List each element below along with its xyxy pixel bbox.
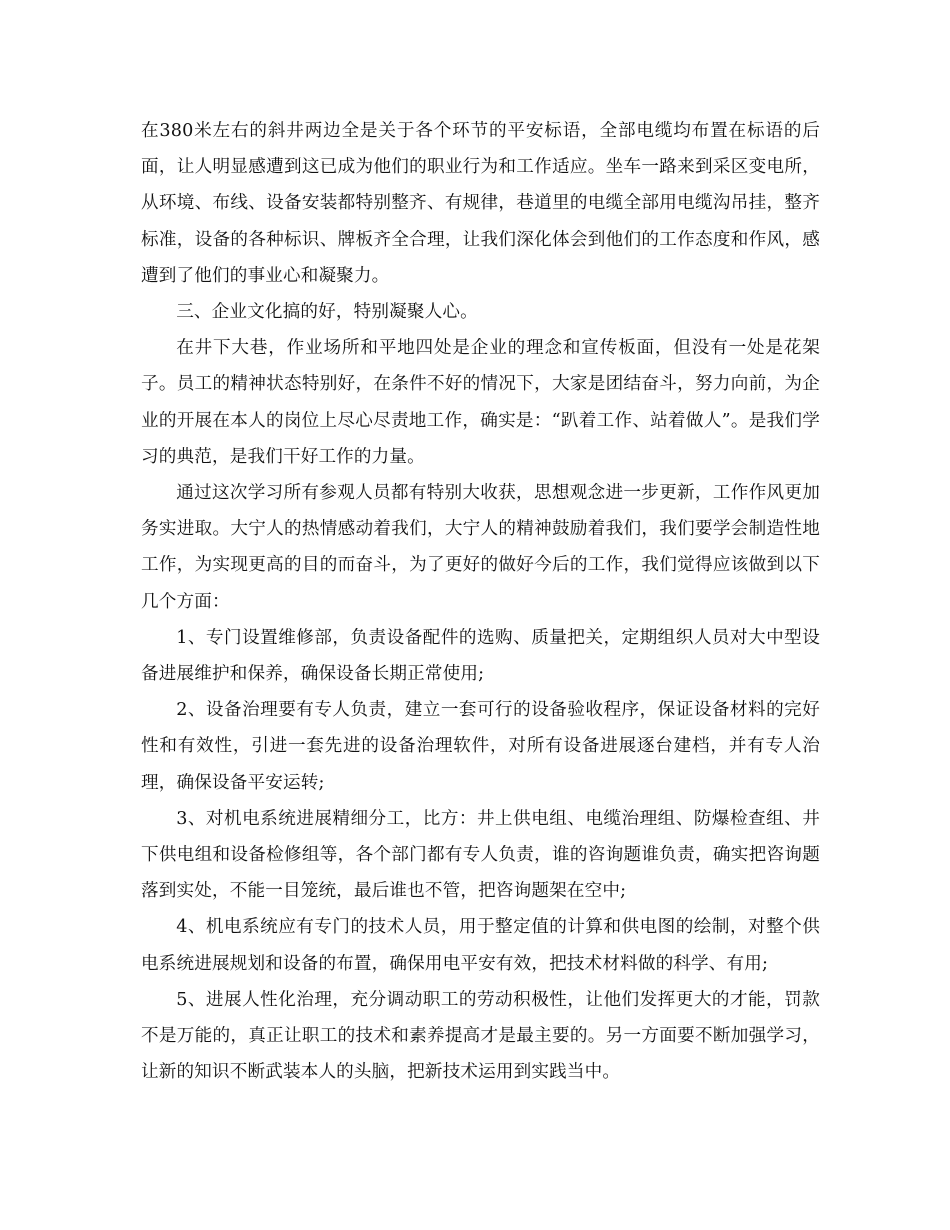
paragraph-summary: 通过这次学习所有参观人员都有特别大收获，思想观念进一步更新，工作作风更加务实进取。大宁人的热情感动着我们，大宁人的精神鼓励着我们，我们要学会制造性地工作，为实现更高的目的而奋斗，为了更好的做好今后的工作，我们觉得应该做到以下几个方面： bbox=[141, 483, 820, 612]
list-item-5: 5、进展人性化治理，充分调动职工的劳动积极性，让他们发挥更大的才能，罚款不是万能的，真正让职工的技术和素养提高才是最主要的。另一方面要不断加强学习，让新的知识不断武装本人的头脑，把新技术运用到实践当中。 bbox=[141, 989, 820, 1083]
list-item-4: 4、机电系统应有专门的技术人员，用于整定值的计算和供电图的绘制，对整个供电系统进展规划和设备的布置，确保用电平安有效，把技术材料做的科学、有用; bbox=[141, 917, 820, 974]
list-item-1: 1、专门设置维修部，负责设备配件的选购、质量把关，定期组织人员对大中型设备进展维护和保养，确保设备长期正常使用; bbox=[141, 627, 820, 685]
document-body bbox=[141, 113, 820, 1090]
section-heading-enterprise-culture: 三、企业文化搞的好，特别凝聚人心。 bbox=[176, 302, 478, 323]
paragraph-enterprise-culture: 在井下大巷，作业场所和平地四处是企业的理念和宣传板面，但没有一处是花架子。员工的精神状态特别好，在条件不好的情况下，大家是团结奋斗，努力向前，为企业的开展在本人的岗位上尽心尽责地工作，确实是：“趴着工作、站着做人”。是我们学习的典范，是我们干好工作的力量。 bbox=[141, 338, 820, 467]
list-item-2: 2、设备治理要有专人负责，建立一套可行的设备验收程序，保证设备材料的完好性和有效性，引进一套先进的设备治理软件，对所有设备进展逐台建档，并有专人治理，确保设备平安运转; bbox=[141, 700, 820, 793]
paragraph-continuation: 在380米左右的斜井两边全是关于各个环节的平安标语，全部电缆均布置在标语的后面，让人明显感遭到这已成为他们的职业行为和工作适应。坐车一路来到采区变电所，从环境、布线、设备安装都特别整齐、有规律，巷道里的电缆全部用电缆沟吊挂，整齐标准，设备的各种标识、牌板齐全合理，让我们深化体会到他们的工作态度和作风，感遭到了他们的事业心和凝聚力。 bbox=[141, 121, 820, 286]
list-item-3: 3、对机电系统进展精细分工，比方：井上供电组、电缆治理组、防爆检查组、井下供电组和设备检修组等，各个部门都有专人负责，谁的咨询题谁负责，确实把咨询题落到实处，不能一目笼统，最后谁也不管，把咨询题架在空中; bbox=[141, 808, 820, 902]
